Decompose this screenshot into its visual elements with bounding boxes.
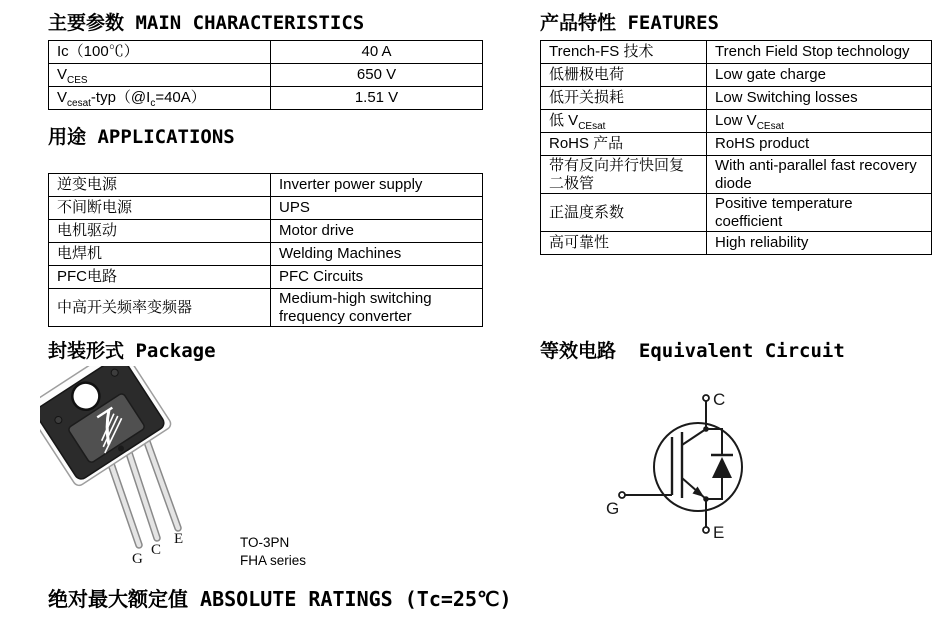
table-row [541,156,932,194]
table-cell: Low gate charge [707,64,932,87]
table-cell: $V_{CES}$ [49,64,271,87]
to-3pn-package-image [40,366,255,571]
table-cell: RoHS 产品 [541,133,707,156]
table-row [541,41,932,64]
table-row [541,232,932,255]
applications-title: 用途 APPLICATIONS [48,126,235,148]
table-row [49,289,483,327]
table-row [49,220,483,243]
table-cell: 电焊机 [49,243,271,266]
table-row [49,197,483,220]
table-cell: Trench Field Stop technology [707,41,932,64]
table-cell: UPS [271,197,483,220]
table-cell: Trench-FS 技术 [541,41,707,64]
table-cell: 低开关损耗 [541,87,707,110]
table-cell: PFC电路 [49,266,271,289]
absolute-ratings-title: 绝对最大额定值 ABSOLUTE RATINGS (Tc=25℃) [48,587,512,611]
table-row [541,110,932,133]
table-cell: 电机驱动 [49,220,271,243]
table-row [49,87,483,110]
table-cell: 1.51 V [271,87,483,110]
terminal-label-g: G [606,499,620,518]
table-cell: 高可靠性 [541,232,707,255]
table-cell: Ic（100℃） [49,41,271,64]
table-cell: Inverter power supply [271,174,483,197]
table-cell: 不间断电源 [49,197,271,220]
table-cell: Low Switching losses [707,87,932,110]
table-cell: 低 $V_{CEsat}$ [541,110,707,133]
table-cell: PFC Circuits [271,266,483,289]
table-row [49,64,483,87]
igbt-equivalent-circuit-diagram [580,378,800,553]
features-title: 产品特性 FEATURES [540,12,719,34]
table-cell: 低栅极电荷 [541,64,707,87]
equivalent-circuit-title: 等效电路 Equivalent Circuit [540,340,845,362]
table-row [49,174,483,197]
table-row [541,133,932,156]
table-cell: RoHS product [707,133,932,156]
applications-table [48,173,483,327]
table-row [49,243,483,266]
diode-icon [712,457,732,478]
table-row [49,266,483,289]
table-row [541,194,932,232]
features-table [540,40,932,255]
terminal-label-e: E [713,523,725,542]
package-name: TO-3PN [240,535,290,550]
table-row [541,64,932,87]
main-characteristics-title: 主要参数 MAIN CHARACTERISTICS [48,12,365,34]
table-cell: With anti-parallel fast recovery diode [707,156,932,194]
pin-label-g: G [132,551,143,567]
table-cell: 中高开关频率变频器 [49,289,271,327]
table-cell: Low $V_{CEsat}$ [707,110,932,133]
table-cell: Positive temperature coefficient [707,194,932,232]
table-row [49,41,483,64]
package-series: FHA series [240,553,307,568]
table-cell: Welding Machines [271,243,483,266]
table-cell: 40 A [271,41,483,64]
table-cell: 650 V [271,64,483,87]
package-body [40,366,173,488]
table-cell: 逆变电源 [49,174,271,197]
main-characteristics-table [48,40,483,110]
table-cell: 正温度系数 [541,194,707,232]
terminal-label-c: C [713,390,726,409]
table-row [541,87,932,110]
pin-label-e: E [174,531,184,547]
table-cell: 带有反向并行快回复二极管 [541,156,707,194]
table-cell: $V_{cesat}-typ(@I_c=40A)$ [49,87,271,110]
table-cell: Motor drive [271,220,483,243]
pin-label-c: C [151,542,162,558]
table-cell: Medium-high switching frequency converter [271,289,483,327]
package-title: 封装形式 Package [48,340,216,362]
table-cell: High reliability [707,232,932,255]
